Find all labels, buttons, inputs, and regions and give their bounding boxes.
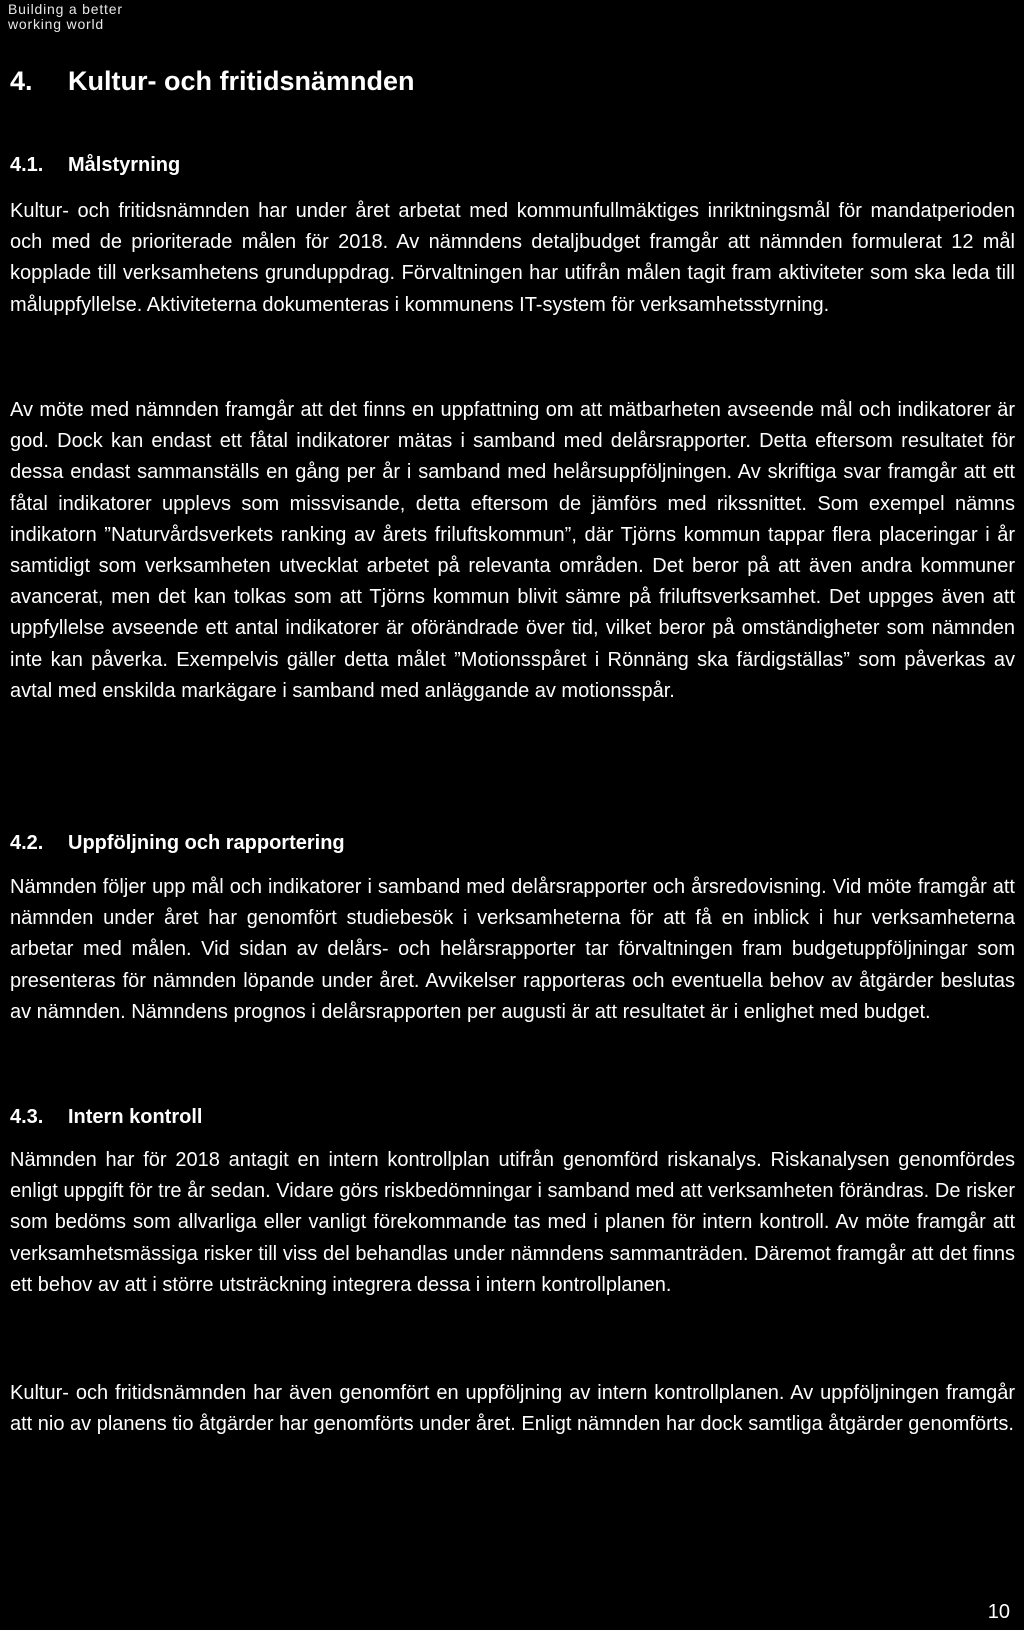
section-4-2-number: 4.2. — [10, 832, 44, 854]
brand-tagline-line2: working world — [8, 16, 104, 32]
section-4-1-title: Målstyrning — [68, 154, 181, 176]
section-4-1-paragraph-2: Av möte med nämnden framgår att det finns en uppfattning om att mätbarheten avseende mål och indikatorer är god. Dock kan endast ett fåtal indikatorer mätas i samband med delårsrapporter. Detta eftersom resultatet för dessa endast sammanställs en gång per år i samband med helårsuppföljningen. Av skriftiga svar framgår att ett fåtal indikatorer upplevs som missvisande, detta eftersom de jämförs med rikssnittet. Som exempel nämns indikatorn ”Naturvårdsverkets ranking av årets friluftskommun”, där Tjörns kommun tappar flera placeringar i år samtidigt som verksamheten utvecklat arbetet på relevanta områden. Det beror på att även andra kommuner avancerat, men det kan tolkas som att Tjörns kommun blivit sämre på friluftsverksamhet. Det uppges även att uppfyllelse avseende ett antal indikatorer är oförändrade över tid, vilket beror på omständigheter som nämnden inte kan påverka. Exempelvis gäller detta målet ”Motionsspåret i Rönnäng ska färdigställas” som påverkas av avtal med enskilda markägare i samband med anläggande av motionsspår. — [10, 399, 1015, 702]
section-4-2-heading — [10, 832, 345, 855]
section-4-3-heading — [10, 1106, 202, 1129]
section-4-1-heading — [10, 154, 180, 177]
section-4-number: 4. — [10, 66, 33, 96]
section-4-title: Kultur- och fritidsnämnden — [68, 66, 415, 96]
section-4-3-title: Intern kontroll — [68, 1106, 203, 1128]
page-number: 10 — [987, 1601, 1010, 1623]
section-4-heading — [10, 66, 415, 97]
section-4-2-paragraph-1: Nämnden följer upp mål och indikatorer i samband med delårsrapporter och årsredovisning. Vid möte framgår att nämnden under året har genomfört studiebesök i verksamheterna för att få en inblick i hur verksamheterna arbetar med målen. Vid sidan av delårs- och helårsrapporter tar förvaltningen fram budgetuppföljningar som presenteras för nämnden löpande under året. Avvikelser rapporteras och eventuella behov av åtgärder beslutas av nämnden. Nämndens prognos i delårsrapporten per augusti är att resultatet är i enlighet med budget. — [10, 876, 1015, 1023]
brand-tagline-line1: Building a better — [8, 1, 123, 17]
section-4-3-paragraph-2: Kultur- och fritidsnämnden har även genomfört en uppföljning av intern kontrollplanen. Av uppföljningen framgår att nio av planens tio åtgärder har genomförts under året. Enligt nämnden har dock samtliga åtgärder genomförts. — [10, 1382, 1015, 1436]
section-4-1-number: 4.1. — [10, 154, 44, 176]
section-4-3-number: 4.3. — [10, 1106, 44, 1128]
section-4-2-title: Uppföljning och rapportering — [68, 832, 345, 854]
section-4-3-paragraph-1: Nämnden har för 2018 antagit en intern kontrollplan utifrån genomförd riskanalys. Riskanalysen genomfördes enligt uppgift för tre år sedan. Vidare görs riskbedömningar i samband med att verksamheten förändras. De risker som bedöms som allvarliga eller vanligt förekommande tas med i planen för intern kontroll. Av möte framgår att verksamhetsmässiga risker till viss del behandlas under nämndens sammanträden. Däremot framgår att det finns ett behov av att i större utsträckning integrera dessa i intern kontrollplanen. — [10, 1149, 1015, 1296]
brand-tagline — [8, 2, 123, 32]
section-4-1-paragraph-1: Kultur- och fritidsnämnden har under året arbetat med kommunfullmäktiges inriktningsmål för mandatperioden och med de prioriterade målen för 2018. Av nämndens detaljbudget framgår att nämnden formulerat 12 mål kopplade till verksamhetens grunduppdrag. Förvaltningen har utifrån målen tagit fram aktiviteter som ska leda till måluppfyllelse. Aktiviteterna dokumenteras i kommunens IT-system för verksamhetsstyrning. — [10, 200, 1015, 316]
